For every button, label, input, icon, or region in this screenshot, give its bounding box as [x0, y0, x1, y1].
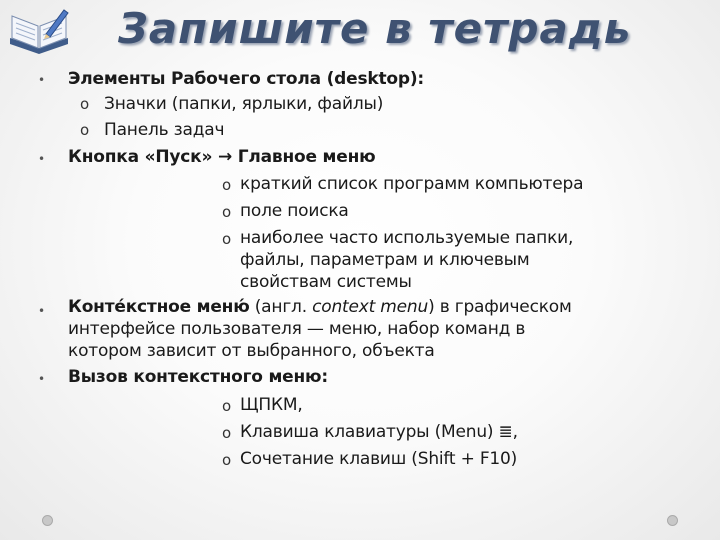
bullet-marker: • — [38, 372, 46, 386]
item-start-sub-2: поле поиска — [240, 201, 349, 221]
corner-dot-right — [667, 515, 678, 526]
item-start-sub-1: краткий список программ компьютера — [240, 174, 584, 194]
item-desktop-sub-1: Значки (папки, ярлыки, файлы) — [104, 94, 384, 114]
sub-marker: o — [222, 451, 232, 469]
item-start-sub-3-cont2: свойствам системы — [240, 272, 412, 292]
context-text-a: (англ. — [249, 297, 313, 317]
item-start-label: Кнопка «Пуск» → Главное меню — [68, 147, 376, 167]
item-desktop-label: Элементы Рабочего стола (desktop): — [68, 69, 425, 89]
item-context-line-1 — [68, 296, 572, 318]
context-text-b: ) в графическом — [428, 297, 572, 317]
sub-marker: o — [222, 397, 232, 415]
context-term: Конте́кстное меню́ — [68, 297, 250, 317]
item-start-sub-3: наиболее часто используемые папки, — [240, 228, 574, 248]
context-english: context menu — [312, 297, 429, 317]
sub-marker: o — [222, 230, 232, 248]
bullet-marker: • — [38, 73, 46, 87]
item-context-line-2: интерфейсе пользователя — меню, набор команд в — [68, 319, 526, 339]
item-call-label: Вызов контекстного меню: — [68, 367, 328, 387]
item-start-sub-3-cont: файлы, параметрам и ключевым — [240, 250, 530, 270]
item-call-sub-1: ЩПКМ, — [240, 395, 303, 415]
item-call-sub-2: Клавиша клавиатуры (Menu) ≣, — [240, 422, 518, 442]
sub-marker: o — [222, 203, 232, 221]
item-call-sub-3: Сочетание клавиш (Shift + F10) — [240, 449, 518, 469]
sub-marker: o — [222, 424, 232, 442]
bullet-marker: • — [38, 152, 46, 166]
sub-marker: o — [80, 121, 90, 139]
sub-marker: o — [80, 95, 90, 113]
sub-marker: o — [222, 176, 232, 194]
item-desktop-sub-2: Панель задач — [104, 120, 225, 140]
corner-dot-left — [42, 515, 53, 526]
page-title: Запишите в тетрадь — [118, 4, 632, 53]
item-context-line-3: котором зависит от выбранного, объекта — [68, 341, 435, 361]
bullet-marker: • — [38, 304, 46, 318]
